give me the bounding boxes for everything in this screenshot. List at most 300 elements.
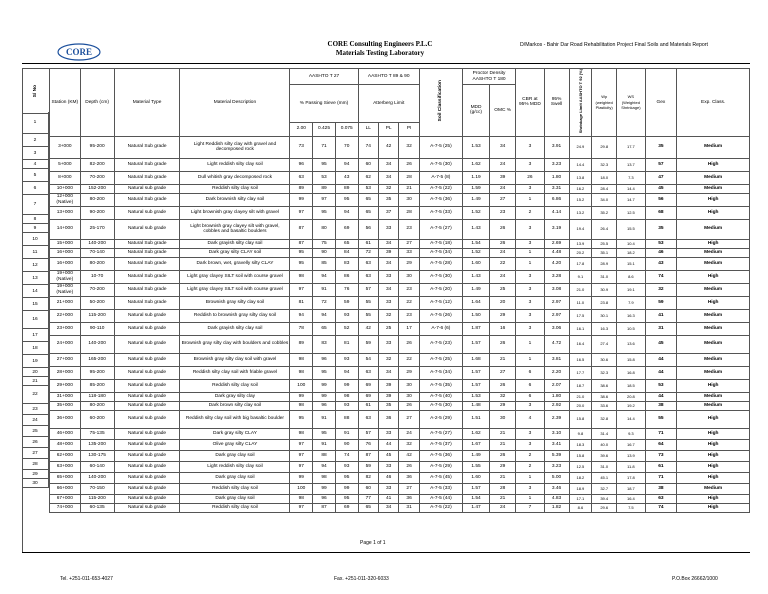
- table-cell: 60-200: [80, 410, 114, 428]
- table-cell: 26.4: [592, 219, 617, 239]
- table-cell: 60-135: [80, 503, 114, 512]
- table-cell: 22+000: [50, 309, 81, 322]
- table-cell: A-7-5 (23): [419, 335, 462, 353]
- table-cell: 2.97: [544, 296, 569, 309]
- table-cell: Natural Sub grade: [114, 171, 180, 184]
- table-cell: 55: [358, 309, 378, 322]
- table-cell: 9.1: [569, 270, 592, 283]
- table-cell: A-7-5 (30): [419, 158, 462, 171]
- serial-number: 5: [22, 169, 49, 182]
- table-cell: Light reddish silty clay soil: [180, 461, 290, 472]
- table-cell: 64: [645, 439, 677, 450]
- table-cell: 8.6: [569, 503, 592, 512]
- col-mdd: MDD (g/cc): [462, 85, 489, 137]
- company-subtitle: Materials Testing Laboratory: [335, 49, 425, 57]
- table-cell: 11.8: [617, 461, 645, 472]
- serial-number: 28: [22, 459, 49, 470]
- table-cell: 7: [516, 503, 544, 512]
- table-cell: 29.6: [592, 503, 617, 512]
- table-cell: 1.54: [462, 239, 489, 248]
- table-cell: 13.8: [569, 171, 592, 184]
- table-cell: 65: [358, 193, 378, 206]
- table-cell: 9.3: [617, 428, 645, 439]
- table-cell: A-7-5 (27): [419, 219, 462, 239]
- table-cell: 1.87: [462, 322, 489, 335]
- table-cell: 59: [645, 296, 677, 309]
- table-cell: 88: [313, 450, 336, 461]
- table-cell: 1.53: [462, 392, 489, 401]
- table-cell: 10-70: [80, 270, 114, 283]
- table-cell: 33: [378, 296, 398, 309]
- table-cell: 94: [290, 309, 313, 322]
- table-cell: 89: [335, 184, 358, 193]
- table-cell: 93: [335, 353, 358, 366]
- table-cell: 21.0: [569, 392, 592, 401]
- table-cell: 99: [290, 392, 313, 401]
- table-cell: 98: [335, 392, 358, 401]
- table-cell: 17.1: [569, 494, 592, 503]
- col-aashto-t27: AASHTO T 27: [290, 69, 358, 85]
- table-cell: A-7-5 (40): [419, 392, 462, 401]
- table-cell: 2.39: [544, 410, 569, 428]
- table-cell: 96: [290, 158, 313, 171]
- table-cell: Natural sub grade: [114, 439, 180, 450]
- col-sno: S/ No: [22, 68, 50, 114]
- table-cell: Medium: [677, 283, 750, 296]
- table-cell: 20: [490, 296, 516, 309]
- table-cell: 46: [378, 472, 398, 483]
- serial-number: 30: [22, 479, 49, 488]
- table-row: [50, 184, 750, 193]
- table-row: [50, 461, 750, 472]
- table-cell: 22: [490, 257, 516, 270]
- table-cell: 95-200: [80, 366, 114, 379]
- table-cell: 1.50: [462, 309, 489, 322]
- table-cell: 28: [490, 483, 516, 494]
- table-cell: 38.6: [592, 392, 617, 401]
- table-cell: 24.9: [569, 136, 592, 158]
- table-cell: 3.06: [544, 322, 569, 335]
- table-cell: Dark brown silty clay soil: [180, 401, 290, 410]
- table-cell: 65: [358, 503, 378, 512]
- table-cell: 3.46: [544, 483, 569, 494]
- table-cell: 1.62: [462, 158, 489, 171]
- table-cell: Reddish silty clay soil: [180, 483, 290, 494]
- serial-number: 12: [22, 259, 49, 272]
- table-cell: 99: [313, 392, 336, 401]
- table-cell: Dark gray silty clay: [180, 392, 290, 401]
- table-cell: 15.8: [569, 450, 592, 461]
- table-cell: 16: [490, 322, 516, 335]
- table-cell: 2.92: [544, 401, 569, 410]
- table-cell: 1.68: [462, 353, 489, 366]
- table-cell: 18.9: [569, 483, 592, 494]
- table-cell: 31.0: [592, 461, 617, 472]
- table-cell: 26: [399, 335, 419, 353]
- table-cell: 1.55: [462, 461, 489, 472]
- table-cell: 94: [313, 309, 336, 322]
- table-cell: 71: [313, 136, 336, 158]
- table-cell: A-7-5 (44): [419, 494, 462, 503]
- table-cell: Dark gray clay soil: [180, 494, 290, 503]
- table-cell: Natural sub grade: [114, 483, 180, 494]
- table-cell: Natural sub grade: [114, 401, 180, 410]
- table-cell: Dark grayish silty clay soil: [180, 239, 290, 248]
- table-cell: 56: [645, 193, 677, 206]
- table-cell: 40.0: [592, 439, 617, 450]
- table-cell: 1.60: [462, 472, 489, 483]
- table-cell: Medium: [677, 483, 750, 494]
- table-cell: A-7-5 (45): [419, 472, 462, 483]
- table-cell: 30: [490, 410, 516, 428]
- table-cell: 1.51: [462, 410, 489, 428]
- col-depth: Depth (cm): [80, 69, 114, 137]
- table-cell: Natural sub grade: [114, 461, 180, 472]
- table-cell: High: [677, 439, 750, 450]
- table-cell: Medium: [677, 248, 750, 257]
- table-cell: 30.1: [592, 309, 617, 322]
- table-cell: 25.5: [592, 239, 617, 248]
- table-cell: 22: [399, 353, 419, 366]
- table-cell: 21: [490, 353, 516, 366]
- table-cell: A-7-5 (27): [419, 428, 462, 439]
- table-cell: 15.8: [617, 353, 645, 366]
- table-cell: 1.52: [462, 248, 489, 257]
- table-cell: 15.2: [569, 193, 592, 206]
- serial-number: 16: [22, 311, 49, 329]
- table-cell: Light brownish gray clayey silt with gravel: [180, 206, 290, 219]
- table-cell: 8+000: [50, 171, 81, 184]
- table-cell: 31.0: [592, 270, 617, 283]
- table-cell: 1.62: [462, 428, 489, 439]
- table-cell: 3.28: [544, 270, 569, 283]
- table-cell: 31: [399, 503, 419, 512]
- table-cell: 29+000: [50, 379, 81, 392]
- table-cell: 28: [399, 171, 419, 184]
- table-cell: 10.4: [617, 239, 645, 248]
- table-cell: 24: [490, 503, 516, 512]
- table-cell: 26: [399, 158, 419, 171]
- table-cell: Light brownish gray clayey silt with gravel, cobbles and basaltic boulders: [180, 219, 290, 239]
- table-cell: 61: [645, 461, 677, 472]
- table-cell: 96: [313, 401, 336, 410]
- table-cell: 1.48: [462, 401, 489, 410]
- table-cell: 34: [378, 366, 398, 379]
- table-cell: 27+000: [50, 353, 81, 366]
- table-cell: 35: [645, 219, 677, 239]
- table-cell: 41: [645, 309, 677, 322]
- table-row: [50, 322, 750, 335]
- table-cell: Dull whitish gray decomposed rock: [180, 171, 290, 184]
- serial-number: 3: [22, 147, 49, 160]
- table-cell: High: [677, 503, 750, 512]
- table-cell: 89: [290, 335, 313, 353]
- table-cell: 85: [313, 257, 336, 270]
- table-cell: A-7-5 (29): [419, 461, 462, 472]
- table-cell: 93: [335, 309, 358, 322]
- table-cell: A-7-5 (26): [419, 309, 462, 322]
- table-cell: Natural sub grade: [114, 503, 180, 512]
- table-row: [50, 439, 750, 450]
- table-cell: 91: [313, 439, 336, 450]
- table-cell: 28.4: [592, 184, 617, 193]
- table-cell: 69: [358, 392, 378, 401]
- footer-fax: Fax. +251-011-320-6033: [334, 576, 389, 582]
- table-cell: A-7-5 (30): [419, 401, 462, 410]
- col-sieve-0425: 0.425: [313, 122, 336, 136]
- table-cell: 94: [335, 206, 358, 219]
- table-cell: 33: [378, 428, 398, 439]
- table-cell: 1.60: [462, 257, 489, 270]
- table-cell: 95: [313, 366, 336, 379]
- table-cell: 4.14: [544, 206, 569, 219]
- table-cell: 69: [358, 379, 378, 392]
- table-cell: 6: [516, 392, 544, 401]
- table-cell: 1: [516, 193, 544, 206]
- table-cell: High: [677, 270, 750, 283]
- table-cell: 97: [290, 206, 313, 219]
- footer-pobox: P.O.Box 26662/1000: [672, 576, 718, 582]
- table-cell: 2.97: [544, 309, 569, 322]
- table-cell: 34: [378, 283, 398, 296]
- table-row: [50, 472, 750, 483]
- table-cell: 165-200: [80, 353, 114, 366]
- serial-number: 2: [22, 134, 49, 147]
- table-cell: 16.1: [569, 322, 592, 335]
- table-cell: 65: [313, 322, 336, 335]
- footer-divider: [22, 552, 750, 553]
- table-cell: 32.3: [592, 158, 617, 171]
- table-cell: 44: [645, 392, 677, 401]
- table-cell: 57: [358, 283, 378, 296]
- table-cell: 76: [358, 439, 378, 450]
- table-cell: 21: [399, 184, 419, 193]
- table-cell: 94: [335, 366, 358, 379]
- table-cell: 89: [313, 184, 336, 193]
- table-cell: 38.6: [592, 379, 617, 392]
- serial-number: 7: [22, 195, 49, 215]
- table-cell: 53: [358, 184, 378, 193]
- table-cell: 1.80: [544, 392, 569, 401]
- serial-number: 18: [22, 342, 49, 355]
- table-cell: 90-110: [80, 322, 114, 335]
- table-cell: 38: [645, 401, 677, 410]
- table-cell: 35+000: [50, 401, 81, 410]
- table-cell: 16.4: [617, 494, 645, 503]
- table-cell: 42: [399, 450, 419, 461]
- serial-number: 23: [22, 404, 49, 415]
- table-cell: 31.4: [592, 428, 617, 439]
- table-cell: Natural sub grade: [114, 392, 180, 401]
- table-cell: 98: [290, 401, 313, 410]
- table-cell: 39: [490, 171, 516, 184]
- page-number: Page 1 of 1: [360, 540, 386, 546]
- table-cell: A-7-5 (25): [419, 136, 462, 158]
- serial-number: 27: [22, 448, 49, 459]
- table-cell: 21: [490, 494, 516, 503]
- table-row: [50, 158, 750, 171]
- table-cell: 54: [358, 353, 378, 366]
- table-cell: 83: [313, 335, 336, 353]
- table-cell: 9.8: [569, 428, 592, 439]
- table-cell: A-7-5 (33): [419, 206, 462, 219]
- table-cell: 74: [358, 136, 378, 158]
- table-cell: 70-140: [80, 248, 114, 257]
- table-row: [50, 366, 750, 379]
- table-cell: 19.1: [617, 283, 645, 296]
- table-cell: 18.2: [617, 248, 645, 257]
- table-cell: 1.57: [462, 366, 489, 379]
- table-cell: 30: [399, 270, 419, 283]
- table-cell: 98: [290, 353, 313, 366]
- table-cell: 80-200: [80, 257, 114, 270]
- table-cell: 33: [399, 248, 419, 257]
- table-cell: 23: [490, 206, 516, 219]
- table-cell: 33: [378, 219, 398, 239]
- col-shrinkage: Shrinkage Limit AASHTO T 92 (%): [569, 69, 592, 137]
- table-cell: A-2-5 (29): [419, 410, 462, 428]
- table-cell: 3+000: [50, 136, 81, 158]
- table-cell: 14.4: [569, 158, 592, 171]
- table-cell: 2: [516, 206, 544, 219]
- table-row: [50, 410, 750, 428]
- table-cell: 33: [378, 483, 398, 494]
- serial-number: 15: [22, 298, 49, 311]
- table-cell: 87: [290, 239, 313, 248]
- table-cell: A-7-5 (18): [419, 239, 462, 248]
- table-cell: 32: [378, 353, 398, 366]
- table-cell: 100: [290, 379, 313, 392]
- table-cell: 16.8: [617, 366, 645, 379]
- table-cell: Medium: [677, 136, 750, 158]
- table-cell: 41: [378, 494, 398, 503]
- table-cell: 23: [399, 219, 419, 239]
- table-cell: 17: [399, 322, 419, 335]
- table-cell: 34: [378, 171, 398, 184]
- table-row: [50, 428, 750, 439]
- table-cell: 77: [358, 494, 378, 503]
- table-cell: 95: [290, 257, 313, 270]
- table-cell: 63: [358, 410, 378, 428]
- table-cell: A-7-5 (8): [419, 171, 462, 184]
- table-row: [50, 483, 750, 494]
- table-cell: 1: [516, 472, 544, 483]
- table-cell: 74+000: [50, 503, 81, 512]
- table-cell: 32: [399, 439, 419, 450]
- table-cell: 66+000: [50, 483, 81, 494]
- table-cell: 34: [378, 257, 398, 270]
- table-cell: 47: [645, 171, 677, 184]
- table-cell: 27: [490, 366, 516, 379]
- table-cell: 94: [313, 461, 336, 472]
- table-cell: 23.8: [592, 296, 617, 309]
- table-cell: 26: [399, 461, 419, 472]
- table-cell: 35: [378, 193, 398, 206]
- svg-text:CORE: CORE: [65, 47, 93, 57]
- table-row: [50, 239, 750, 248]
- table-cell: 15.8: [569, 410, 592, 428]
- table-cell: 36: [399, 472, 419, 483]
- table-cell: Medium: [677, 335, 750, 353]
- table-cell: Olive gray silty CLAY: [180, 439, 290, 450]
- table-cell: 70: [335, 136, 358, 158]
- table-cell: 19.2: [617, 401, 645, 410]
- serial-number: 21: [22, 377, 49, 386]
- table-cell: 1.43: [462, 270, 489, 283]
- table-cell: 34: [490, 136, 516, 158]
- table-cell: 99: [290, 472, 313, 483]
- table-cell: 29: [490, 461, 516, 472]
- table-cell: 86: [335, 270, 358, 283]
- table-cell: 17.7: [617, 136, 645, 158]
- table-cell: 34: [378, 239, 398, 248]
- table-cell: A-7-5 (35): [419, 379, 462, 392]
- table-cell: 30.9: [592, 283, 617, 296]
- table-cell: 20.0: [569, 401, 592, 410]
- table-cell: 1.80: [544, 171, 569, 184]
- table-cell: 52: [335, 322, 358, 335]
- table-cell: 32: [645, 283, 677, 296]
- table-cell: 17.8: [569, 257, 592, 270]
- table-cell: 32.7: [592, 483, 617, 494]
- table-cell: 46+000: [50, 428, 81, 439]
- col-pl: PL: [378, 122, 398, 136]
- table-cell: 1: [516, 248, 544, 257]
- table-cell: 28+000: [50, 366, 81, 379]
- table-cell: 3.91: [544, 136, 569, 158]
- table-cell: 62: [358, 171, 378, 184]
- table-cell: 25: [490, 283, 516, 296]
- table-cell: 61: [358, 401, 378, 410]
- table-cell: 32: [399, 136, 419, 158]
- table-cell: 45: [645, 184, 677, 193]
- table-cell: Natural sub grade: [114, 410, 180, 428]
- table-cell: 91: [313, 410, 336, 428]
- table-cell: 97: [290, 283, 313, 296]
- table-cell: 45.1: [592, 472, 617, 483]
- table-cell: 14.4: [617, 184, 645, 193]
- table-cell: 39.4: [592, 494, 617, 503]
- table-cell: 21: [490, 428, 516, 439]
- table-cell: 3.31: [544, 184, 569, 193]
- table-cell: 33.6: [592, 401, 617, 410]
- table-cell: 73: [290, 136, 313, 158]
- project-title: D/Markos - Bahir Dar Road Rehabilitation Project Final Soils and Materials Report: [520, 42, 708, 48]
- table-cell: 97: [290, 503, 313, 512]
- table-cell: 74: [335, 450, 358, 461]
- table-cell: 13.2: [569, 206, 592, 219]
- table-cell: 16.5: [569, 353, 592, 366]
- table-cell: 13+000: [50, 206, 81, 219]
- table-cell: 93: [335, 401, 358, 410]
- table-cell: 73: [645, 450, 677, 461]
- table-cell: 53: [313, 171, 336, 184]
- col-sieve-0075: 0.075: [335, 122, 358, 136]
- table-cell: Dark gray silty CLAY: [180, 428, 290, 439]
- table-row: [50, 335, 750, 353]
- table-cell: 87: [313, 503, 336, 512]
- table-cell: 37: [378, 206, 398, 219]
- table-cell: A-7-5 (37): [419, 439, 462, 450]
- table-cell: A-7-5 (33): [419, 483, 462, 494]
- table-cell: 74: [645, 270, 677, 283]
- col-exp-class: Exp. Class.: [677, 69, 750, 137]
- table-cell: A-7-5 (34): [419, 366, 462, 379]
- table-cell: 81: [290, 296, 313, 309]
- table-cell: Natural sub grade: [114, 322, 180, 335]
- header-divider: [22, 63, 750, 64]
- table-cell: A-7-5 (30): [419, 270, 462, 283]
